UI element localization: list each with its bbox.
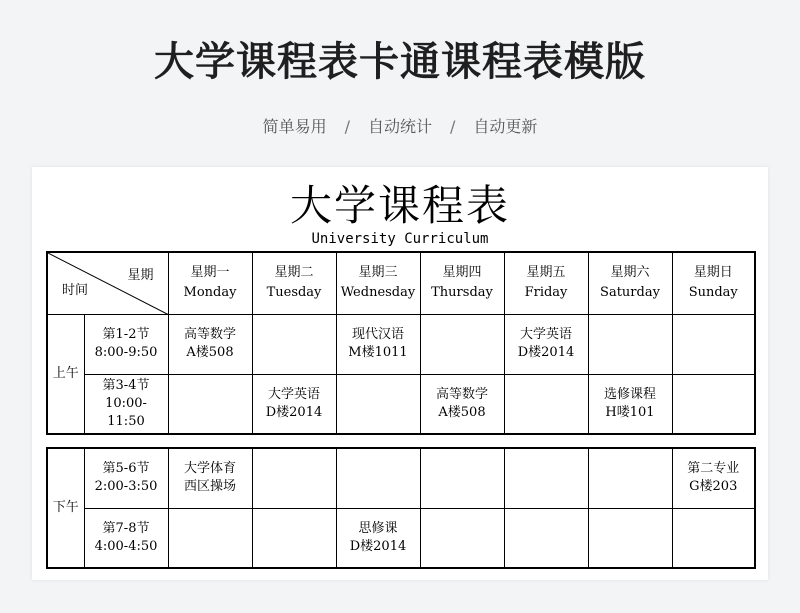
course-cell[interactable] — [168, 508, 252, 568]
schedule-sheet — [32, 167, 768, 580]
course-cell[interactable] — [672, 314, 755, 374]
banner-title: 大学课程表卡通课程表模版 — [154, 39, 646, 85]
day-header-wednesday: 星期三 Wednesday — [336, 252, 420, 314]
corner-week-label: 星期 — [127, 268, 154, 283]
period-cell: 第5-6节 2:00-3:50 — [84, 448, 168, 508]
course-cell[interactable]: 选修课程 H喽101 — [588, 374, 672, 434]
tag-auto-update: 自动更新 — [473, 117, 538, 136]
course-cell[interactable]: 大学英语 D楼2014 — [504, 314, 588, 374]
day-header-tuesday: 星期二 Tuesday — [252, 252, 336, 314]
course-cell[interactable]: 思修课 D楼2014 — [336, 508, 420, 568]
course-cell[interactable] — [588, 448, 672, 508]
course-cell[interactable] — [504, 448, 588, 508]
course-cell[interactable] — [588, 508, 672, 568]
table-row — [47, 314, 755, 374]
course-cell[interactable] — [168, 374, 252, 434]
course-cell[interactable] — [672, 374, 755, 434]
day-header-monday: 星期一 Monday — [168, 252, 252, 314]
course-cell[interactable]: 第二专业 G楼203 — [672, 448, 755, 508]
session-label: 下午 — [47, 448, 84, 568]
period-cell: 第1-2节 8:00-9:50 — [84, 314, 168, 374]
table-row — [47, 448, 755, 508]
tag-separator: / — [344, 117, 350, 136]
course-cell[interactable]: 大学英语 D楼2014 — [252, 374, 336, 434]
course-cell[interactable] — [420, 314, 504, 374]
course-cell[interactable]: 现代汉语 M楼1011 — [336, 314, 420, 374]
course-cell[interactable] — [252, 448, 336, 508]
day-header-thursday: 星期四 Thursday — [420, 252, 504, 314]
afternoon-table — [46, 447, 756, 569]
period-cell: 第7-8节 4:00-4:50 — [84, 508, 168, 568]
course-cell[interactable] — [672, 508, 755, 568]
day-header-friday: 星期五 Friday — [504, 252, 588, 314]
course-cell[interactable] — [504, 374, 588, 434]
sheet-title: 大学课程表 — [289, 181, 510, 230]
course-cell[interactable] — [504, 508, 588, 568]
corner-header — [47, 252, 168, 314]
course-cell[interactable] — [336, 374, 420, 434]
tag-separator: / — [450, 117, 456, 136]
session-label: 上午 — [47, 314, 84, 434]
day-header-sunday: 星期日 Sunday — [672, 252, 755, 314]
course-cell[interactable] — [336, 448, 420, 508]
course-cell[interactable] — [420, 508, 504, 568]
course-cell[interactable] — [420, 448, 504, 508]
day-header-saturday: 星期六 Saturday — [588, 252, 672, 314]
tag-easy: 简单易用 — [262, 117, 327, 136]
course-cell[interactable]: 高等数学 A楼508 — [168, 314, 252, 374]
course-cell[interactable]: 高等数学 A楼508 — [420, 374, 504, 434]
course-cell[interactable] — [252, 508, 336, 568]
morning-table — [46, 251, 756, 435]
course-cell[interactable]: 大学体育 西区操场 — [168, 448, 252, 508]
course-cell[interactable] — [252, 314, 336, 374]
period-cell: 第3-4节 10:00-11:50 — [84, 374, 168, 434]
table-row — [47, 508, 755, 568]
tag-auto-stat: 自动统计 — [367, 117, 432, 136]
table-row — [47, 374, 755, 434]
tagline — [0, 114, 800, 137]
course-cell[interactable] — [588, 314, 672, 374]
sheet-subtitle: University Curriculum — [311, 231, 489, 247]
corner-time-label: 时间 — [62, 282, 89, 298]
